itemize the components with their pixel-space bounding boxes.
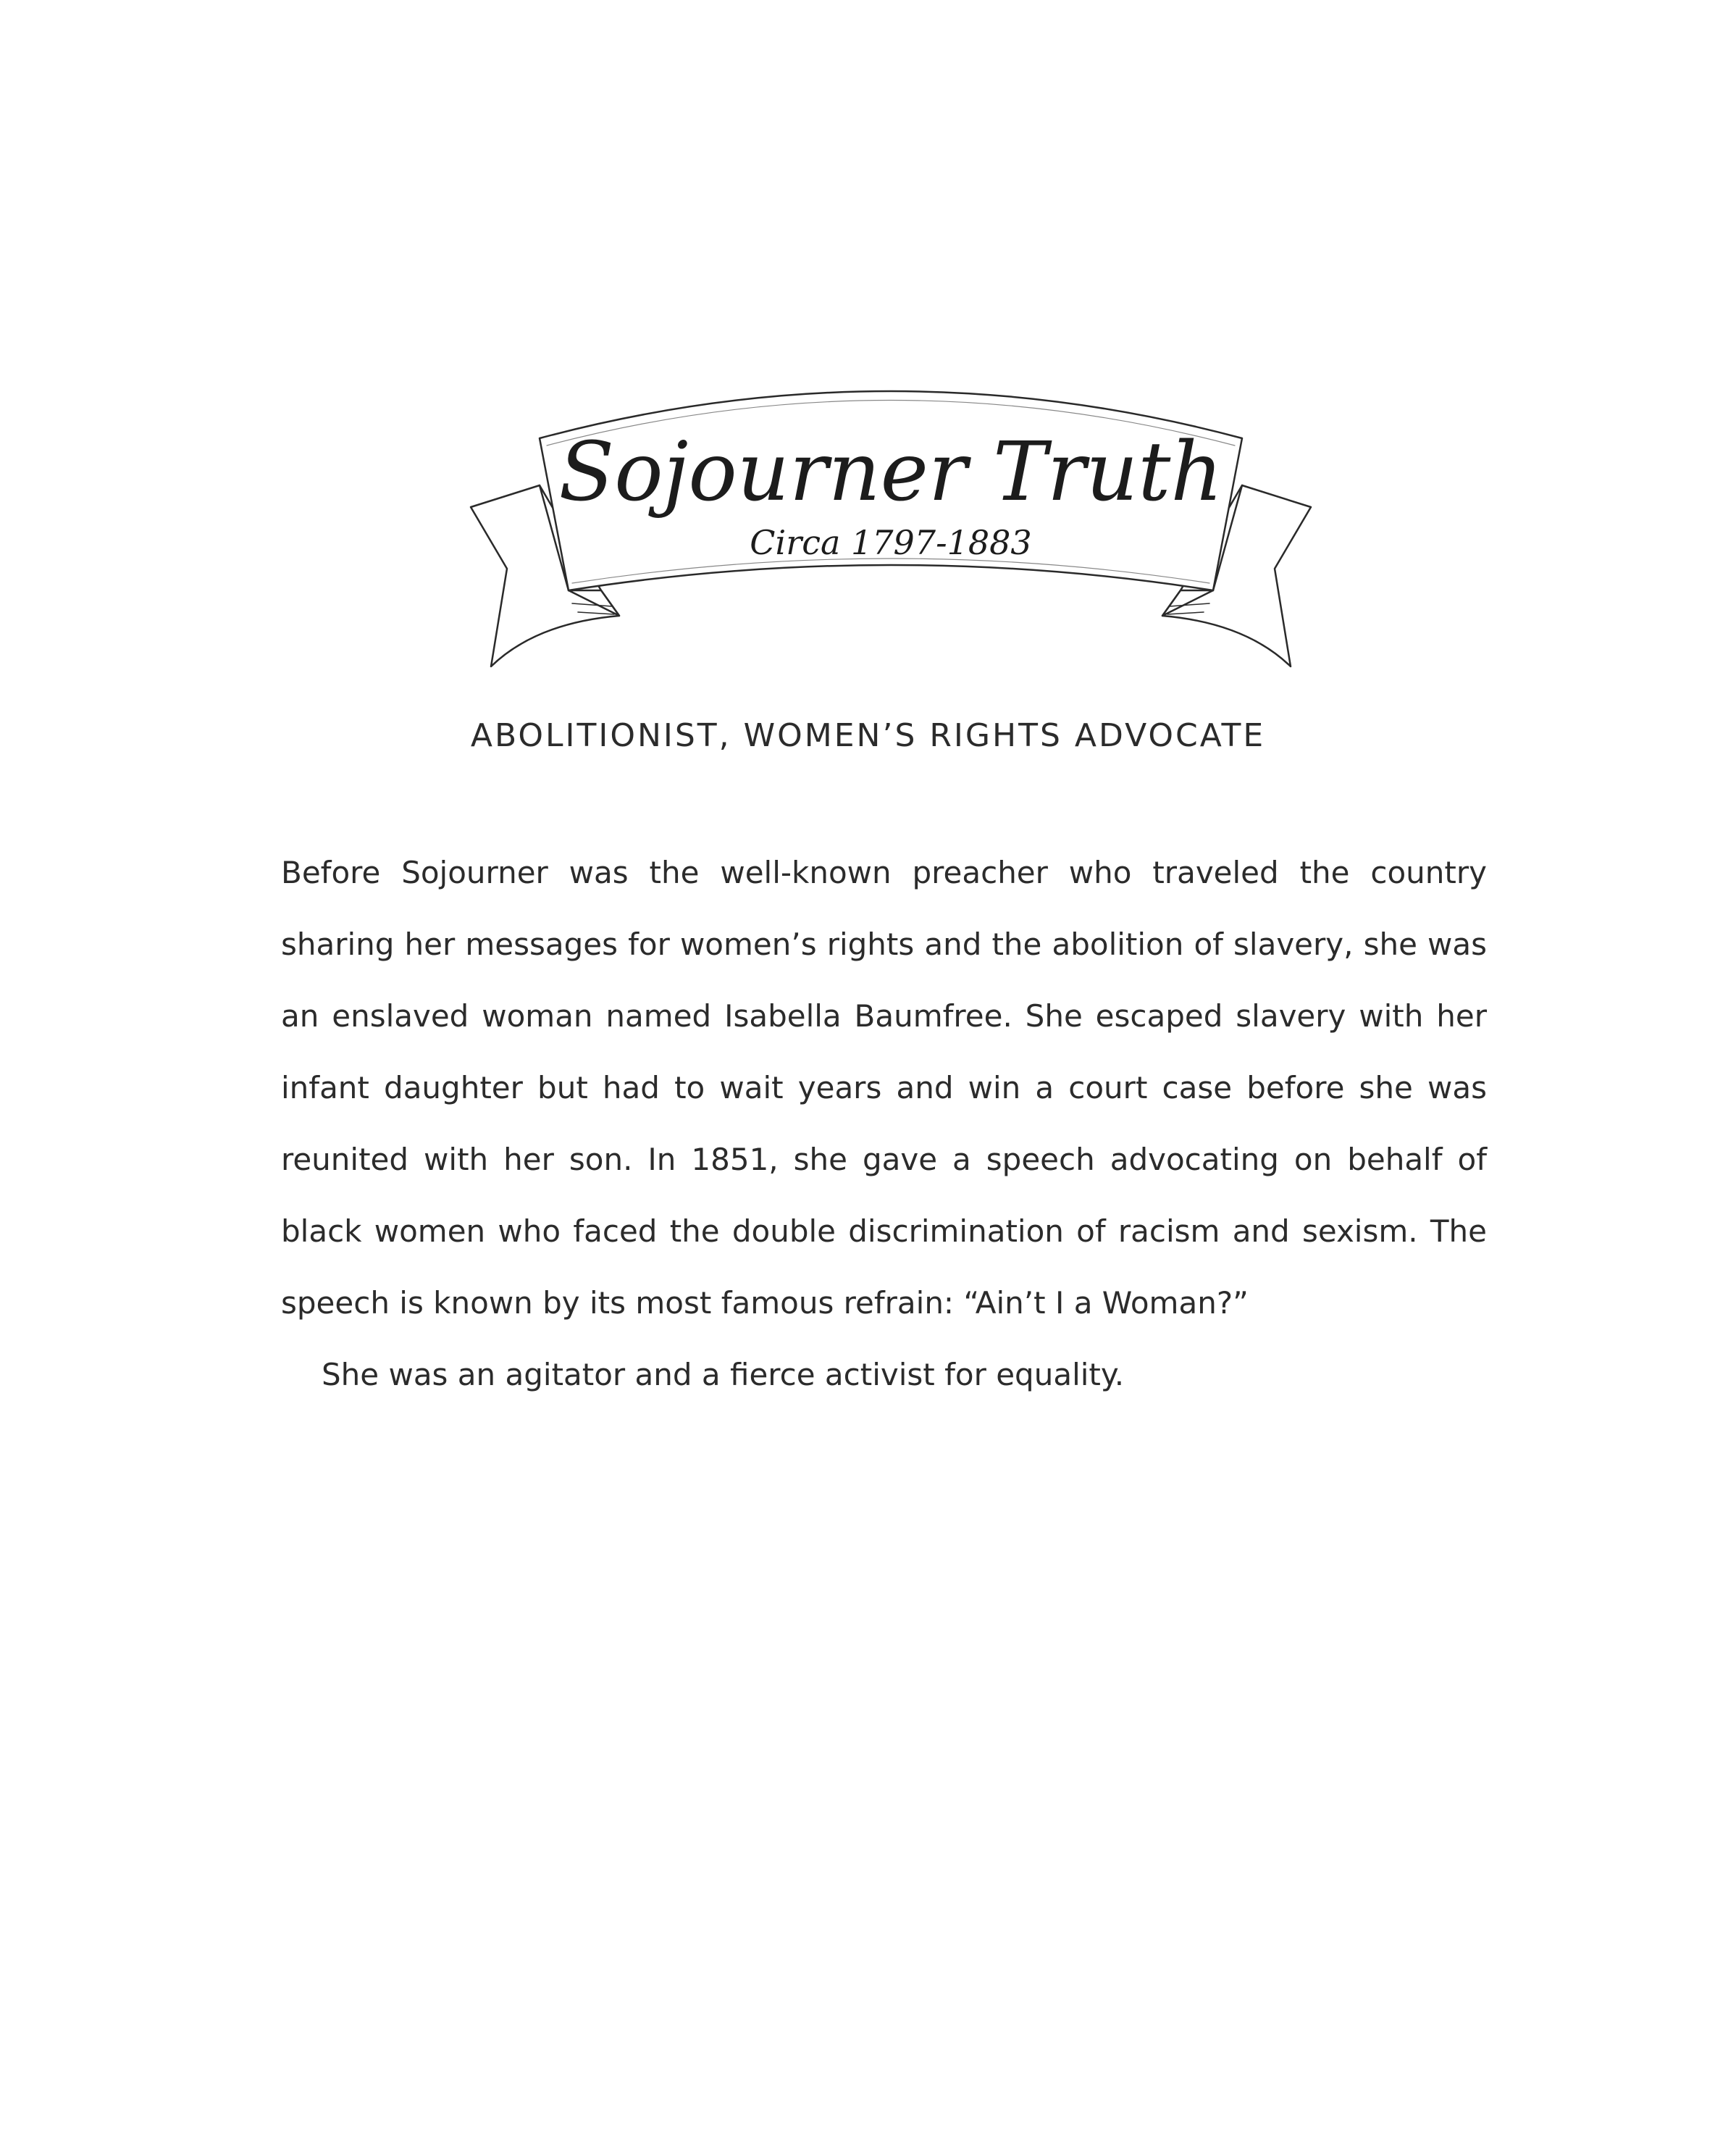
paragraph-2: She was an agitator and a fierce activist for equality. [322, 1357, 1125, 1392]
banner-name: Sojourner Truth [558, 425, 1223, 519]
ribbon-banner-drawing [456, 373, 1325, 677]
banner-dates: Circa 1797-1883 [750, 523, 1032, 562]
biography-text [281, 837, 1487, 1410]
ribbon-banner [456, 373, 1325, 677]
paragraph-1: Before Sojourner was the well-known preacher who traveled the country sharing her messages for women’s rights and the abolition of slavery, she was an enslaved woman named Isabella Baumfree. She escaped slavery with her infant daughter but had to wait years and win a court case before she was reunited with her son. In 1851, she gave a speech advocating on behalf of black women who faced the double discrimination of racism and sexism. The speech is known by its most famous refrain: “Ain’t I a Woman?” [281, 855, 1487, 1321]
subtitle: ABOLITIONIST, WOMEN’S RIGHTS ADVOCATE [470, 717, 1266, 754]
